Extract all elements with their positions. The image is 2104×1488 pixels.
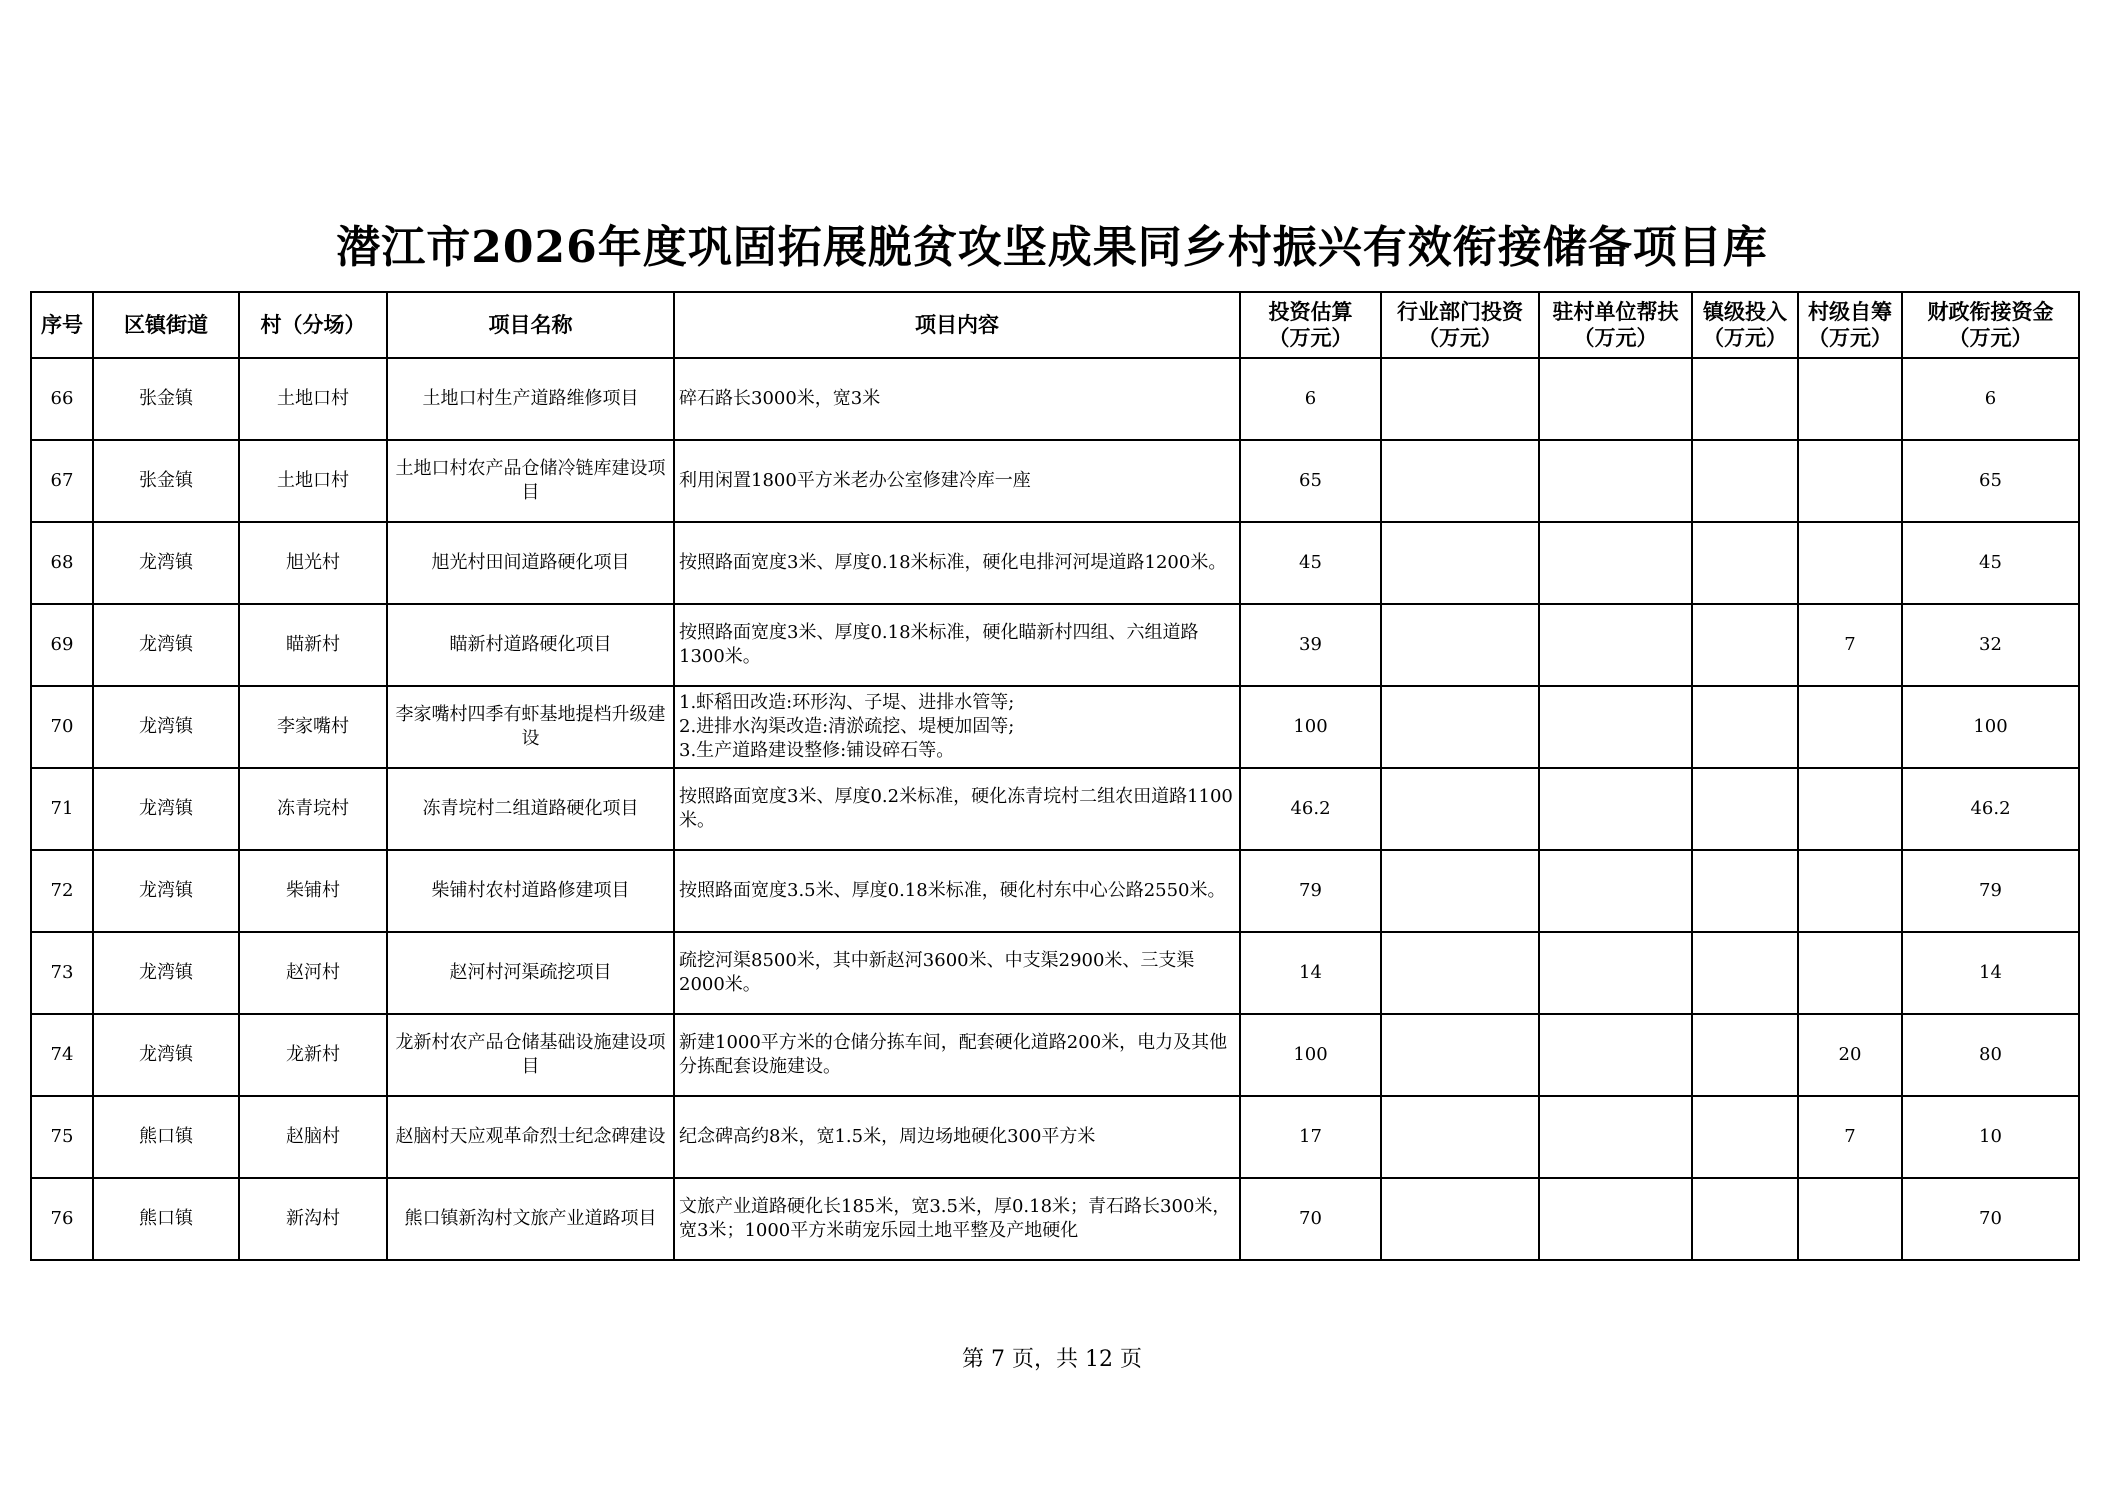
cell-project-content: 1.虾稻田改造:环形沟、子堤、进排水管等; 2.进排水沟渠改造:清淤疏挖、堤梗加固等; 3.生产道路建设整修:铺设碎石等。 — [674, 686, 1240, 768]
cell-dept-investment — [1381, 1014, 1539, 1096]
cell-village-self-funded: 7 — [1798, 604, 1902, 686]
cell-investment-estimate: 17 — [1240, 1096, 1381, 1178]
cell-seq: 68 — [31, 522, 93, 604]
cell-dept-investment — [1381, 932, 1539, 1014]
cell-seq: 73 — [31, 932, 93, 1014]
cell-project-content: 按照路面宽度3米、厚度0.18米标准，硬化电排河河堤道路1200米。 — [674, 522, 1240, 604]
cell-dept-investment — [1381, 850, 1539, 932]
cell-seq: 66 — [31, 358, 93, 440]
cell-township-input — [1692, 1096, 1798, 1178]
cell-town: 龙湾镇 — [93, 1014, 239, 1096]
cell-dept-investment — [1381, 358, 1539, 440]
cell-seq: 71 — [31, 768, 93, 850]
cell-town: 熊口镇 — [93, 1096, 239, 1178]
cell-project-content: 新建1000平方米的仓储分拣车间，配套硬化道路200米，电力及其他分拣配套设施建设。 — [674, 1014, 1240, 1096]
project-table — [30, 291, 2080, 1261]
table-row — [31, 1096, 2079, 1178]
cell-investment-estimate: 100 — [1240, 686, 1381, 768]
header-village: 村（分场） — [239, 292, 387, 358]
table-row — [31, 686, 2079, 768]
cell-project-name: 李家嘴村四季有虾基地提档升级建设 — [387, 686, 674, 768]
table-body — [31, 358, 2079, 1260]
header-township-input — [1692, 292, 1798, 358]
cell-investment-estimate: 6 — [1240, 358, 1381, 440]
cell-seq: 69 — [31, 604, 93, 686]
cell-project-name: 土地口村生产道路维修项目 — [387, 358, 674, 440]
cell-fiscal-funds: 65 — [1902, 440, 2079, 522]
cell-township-input — [1692, 440, 1798, 522]
cell-seq: 74 — [31, 1014, 93, 1096]
cell-fiscal-funds: 45 — [1902, 522, 2079, 604]
cell-investment-estimate: 45 — [1240, 522, 1381, 604]
table-row — [31, 932, 2079, 1014]
cell-township-input — [1692, 604, 1798, 686]
header-row — [31, 292, 2079, 358]
cell-project-name: 赵河村河渠疏挖项目 — [387, 932, 674, 1014]
header-township-input-unit: （万元） — [1703, 325, 1787, 350]
header-village-self-funded — [1798, 292, 1902, 358]
header-fiscal-funds — [1902, 292, 2079, 358]
cell-dept-investment — [1381, 1178, 1539, 1260]
cell-fiscal-funds: 46.2 — [1902, 768, 2079, 850]
cell-township-input — [1692, 358, 1798, 440]
cell-project-content: 文旅产业道路硬化长185米，宽3.5米，厚0.18米；青石路长300米，宽3米；1000平方米萌宠乐园土地平整及产地硬化 — [674, 1178, 1240, 1260]
cell-seq: 75 — [31, 1096, 93, 1178]
header-unit-support-label: 驻村单位帮扶 — [1552, 299, 1679, 324]
cell-investment-estimate: 14 — [1240, 932, 1381, 1014]
table-row — [31, 1178, 2079, 1260]
cell-project-content: 疏挖河渠8500米，其中新赵河3600米、中支渠2900米、三支渠2000米。 — [674, 932, 1240, 1014]
cell-dept-investment — [1381, 604, 1539, 686]
cell-town: 熊口镇 — [93, 1178, 239, 1260]
cell-town: 龙湾镇 — [93, 604, 239, 686]
header-township-input-label: 镇级投入 — [1703, 299, 1787, 324]
cell-dept-investment — [1381, 768, 1539, 850]
cell-fiscal-funds: 14 — [1902, 932, 2079, 1014]
cell-village: 土地口村 — [239, 358, 387, 440]
cell-fiscal-funds: 70 — [1902, 1178, 2079, 1260]
cell-township-input — [1692, 686, 1798, 768]
cell-village: 瞄新村 — [239, 604, 387, 686]
table-row — [31, 358, 2079, 440]
cell-project-name: 冻青垸村二组道路硬化项目 — [387, 768, 674, 850]
cell-village: 赵河村 — [239, 932, 387, 1014]
header-investment-estimate — [1240, 292, 1381, 358]
cell-unit-support — [1539, 358, 1692, 440]
cell-project-content: 碎石路长3000米，宽3米 — [674, 358, 1240, 440]
header-seq: 序号 — [31, 292, 93, 358]
cell-village-self-funded — [1798, 768, 1902, 850]
table-row — [31, 1014, 2079, 1096]
cell-unit-support — [1539, 604, 1692, 686]
cell-unit-support — [1539, 1096, 1692, 1178]
header-village-self-funded-unit: （万元） — [1808, 325, 1892, 350]
cell-unit-support — [1539, 440, 1692, 522]
cell-town: 张金镇 — [93, 358, 239, 440]
cell-village-self-funded — [1798, 440, 1902, 522]
cell-village: 赵脑村 — [239, 1096, 387, 1178]
cell-investment-estimate: 100 — [1240, 1014, 1381, 1096]
header-dept-investment-unit: （万元） — [1418, 325, 1502, 350]
cell-township-input — [1692, 522, 1798, 604]
cell-unit-support — [1539, 850, 1692, 932]
cell-village: 李家嘴村 — [239, 686, 387, 768]
cell-fiscal-funds: 100 — [1902, 686, 2079, 768]
cell-dept-investment — [1381, 522, 1539, 604]
cell-investment-estimate: 70 — [1240, 1178, 1381, 1260]
cell-seq: 72 — [31, 850, 93, 932]
cell-unit-support — [1539, 932, 1692, 1014]
header-unit-support — [1539, 292, 1692, 358]
cell-project-content: 按照路面宽度3.5米、厚度0.18米标准，硬化村东中心公路2550米。 — [674, 850, 1240, 932]
cell-project-content: 纪念碑高约8米，宽1.5米，周边场地硬化300平方米 — [674, 1096, 1240, 1178]
cell-unit-support — [1539, 522, 1692, 604]
header-project-name: 项目名称 — [387, 292, 674, 358]
cell-project-content: 按照路面宽度3米、厚度0.18米标准，硬化瞄新村四组、六组道路1300米。 — [674, 604, 1240, 686]
cell-village-self-funded: 20 — [1798, 1014, 1902, 1096]
cell-investment-estimate: 39 — [1240, 604, 1381, 686]
cell-unit-support — [1539, 1014, 1692, 1096]
cell-seq: 76 — [31, 1178, 93, 1260]
header-investment-estimate-unit: （万元） — [1268, 325, 1353, 350]
cell-town: 张金镇 — [93, 440, 239, 522]
cell-fiscal-funds: 79 — [1902, 850, 2079, 932]
cell-village: 冻青垸村 — [239, 768, 387, 850]
cell-village-self-funded — [1798, 1178, 1902, 1260]
cell-investment-estimate: 65 — [1240, 440, 1381, 522]
table-row — [31, 604, 2079, 686]
cell-village-self-funded — [1798, 358, 1902, 440]
cell-project-name: 熊口镇新沟村文旅产业道路项目 — [387, 1178, 674, 1260]
cell-village: 龙新村 — [239, 1014, 387, 1096]
cell-dept-investment — [1381, 1096, 1539, 1178]
table-row — [31, 522, 2079, 604]
cell-seq: 70 — [31, 686, 93, 768]
header-investment-estimate-label: 投资估算 — [1268, 299, 1353, 324]
cell-project-content: 利用闲置1800平方米老办公室修建冷库一座 — [674, 440, 1240, 522]
cell-village-self-funded — [1798, 522, 1902, 604]
cell-township-input — [1692, 768, 1798, 850]
cell-investment-estimate: 79 — [1240, 850, 1381, 932]
cell-village-self-funded — [1798, 932, 1902, 1014]
cell-project-name: 柴铺村农村道路修建项目 — [387, 850, 674, 932]
header-fiscal-funds-unit: （万元） — [1948, 325, 2033, 350]
table-row — [31, 440, 2079, 522]
cell-township-input — [1692, 1178, 1798, 1260]
page-number: 第 7 页，共 12 页 — [962, 1347, 1142, 1372]
cell-town: 龙湾镇 — [93, 686, 239, 768]
cell-investment-estimate: 46.2 — [1240, 768, 1381, 850]
cell-village: 新沟村 — [239, 1178, 387, 1260]
cell-unit-support — [1539, 1178, 1692, 1260]
cell-town: 龙湾镇 — [93, 932, 239, 1014]
cell-fiscal-funds: 80 — [1902, 1014, 2079, 1096]
cell-township-input — [1692, 850, 1798, 932]
cell-dept-investment — [1381, 440, 1539, 522]
cell-seq: 67 — [31, 440, 93, 522]
cell-village: 旭光村 — [239, 522, 387, 604]
cell-town: 龙湾镇 — [93, 522, 239, 604]
page-title: 潜江市2026年度巩固拓展脱贫攻坚成果同乡村振兴有效衔接储备项目库 — [336, 222, 1768, 273]
cell-village-self-funded: 7 — [1798, 1096, 1902, 1178]
header-village-self-funded-label: 村级自筹 — [1808, 299, 1892, 324]
cell-township-input — [1692, 1014, 1798, 1096]
cell-fiscal-funds: 10 — [1902, 1096, 2079, 1178]
header-project-content: 项目内容 — [674, 292, 1240, 358]
header-dept-investment — [1381, 292, 1539, 358]
cell-dept-investment — [1381, 686, 1539, 768]
header-fiscal-funds-label: 财政衔接资金 — [1927, 299, 2054, 324]
cell-village-self-funded — [1798, 686, 1902, 768]
cell-project-name: 土地口村农产品仓储冷链库建设项目 — [387, 440, 674, 522]
cell-town: 龙湾镇 — [93, 850, 239, 932]
cell-village: 土地口村 — [239, 440, 387, 522]
header-unit-support-unit: （万元） — [1573, 325, 1658, 350]
cell-town: 龙湾镇 — [93, 768, 239, 850]
table-row — [31, 850, 2079, 932]
cell-fiscal-funds: 6 — [1902, 358, 2079, 440]
cell-village: 柴铺村 — [239, 850, 387, 932]
cell-unit-support — [1539, 768, 1692, 850]
table-row — [31, 768, 2079, 850]
table-header — [31, 292, 2079, 358]
header-town: 区镇街道 — [93, 292, 239, 358]
cell-unit-support — [1539, 686, 1692, 768]
cell-project-name: 旭光村田间道路硬化项目 — [387, 522, 674, 604]
cell-township-input — [1692, 932, 1798, 1014]
cell-project-name: 瞄新村道路硬化项目 — [387, 604, 674, 686]
cell-village-self-funded — [1798, 850, 1902, 932]
cell-project-name: 龙新村农产品仓储基础设施建设项目 — [387, 1014, 674, 1096]
cell-project-content: 按照路面宽度3米、厚度0.2米标准，硬化冻青垸村二组农田道路1100米。 — [674, 768, 1240, 850]
cell-fiscal-funds: 32 — [1902, 604, 2079, 686]
header-dept-investment-label: 行业部门投资 — [1397, 299, 1523, 324]
cell-project-name: 赵脑村天应观革命烈士纪念碑建设 — [387, 1096, 674, 1178]
